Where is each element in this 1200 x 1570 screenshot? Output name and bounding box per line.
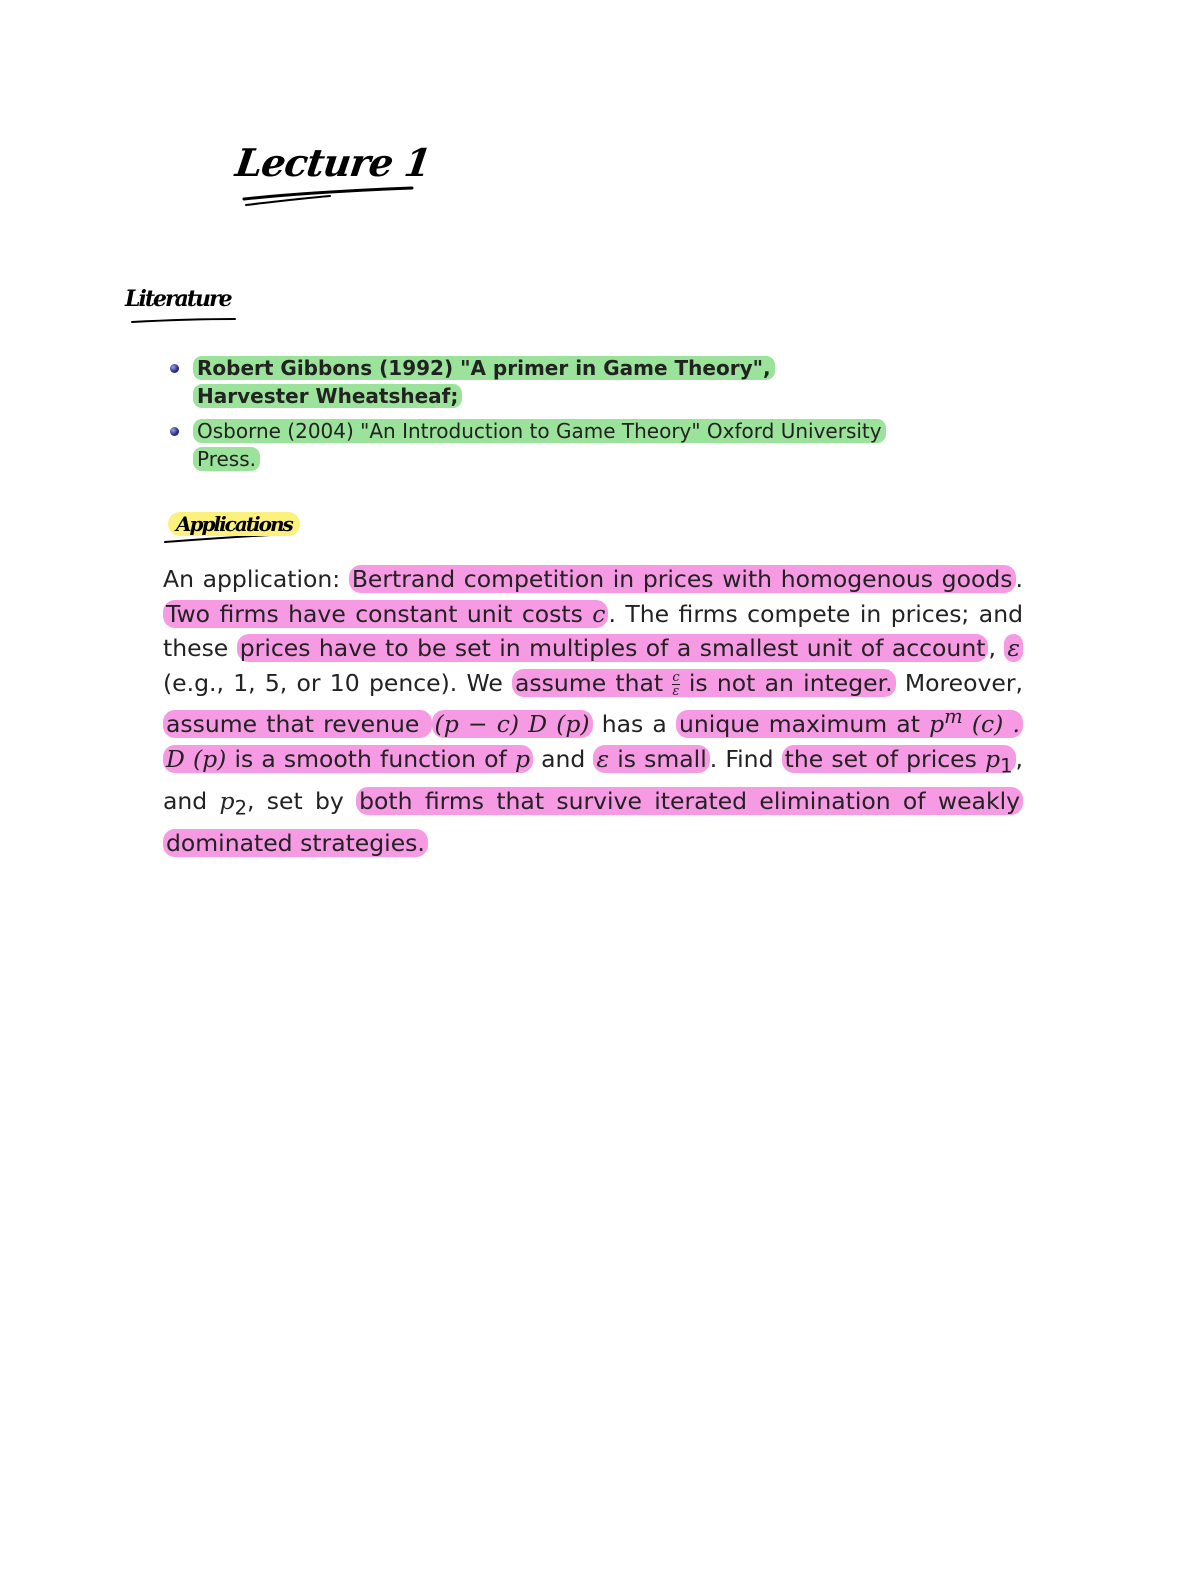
text-segment: , set by bbox=[247, 787, 357, 816]
text-segment: is a smooth function of bbox=[226, 744, 515, 773]
text-segment: is not an integer. bbox=[679, 668, 893, 697]
text-segment: . bbox=[1015, 565, 1023, 593]
math-superscript: m bbox=[944, 705, 963, 729]
math-var: ε bbox=[596, 744, 610, 773]
text-segment: . Find bbox=[709, 744, 782, 773]
text-segment: Moreover, bbox=[895, 668, 1023, 697]
highlighted-text: both firms that survive iterated elimination of weakly dominated strategies. bbox=[163, 787, 1023, 857]
math-var: c bbox=[592, 599, 606, 628]
math-var: p bbox=[514, 744, 530, 773]
bullet-icon bbox=[170, 427, 179, 436]
fraction-numerator: c bbox=[672, 669, 680, 685]
math-var: p bbox=[219, 787, 235, 816]
math-var: p bbox=[929, 710, 945, 739]
literature-underline bbox=[132, 319, 235, 322]
text-segment: the set of prices bbox=[784, 744, 986, 773]
math-subscript: 2 bbox=[234, 796, 248, 820]
text-segment: assume that bbox=[515, 668, 673, 697]
reference-item bbox=[168, 354, 888, 410]
highlighted-text bbox=[782, 744, 1016, 778]
highlighted-text: Bertrand competition in prices with homogenous goods bbox=[349, 565, 1016, 593]
highlighted-text: prices have to be set in multiples of a smallest unit of account bbox=[237, 634, 989, 662]
math-var: p bbox=[985, 744, 1001, 773]
text-segment: An application: bbox=[163, 565, 349, 593]
text-segment: is small bbox=[609, 744, 707, 773]
math-expression: D (p) bbox=[166, 744, 227, 773]
highlighted-text: assume that revenue bbox=[163, 710, 432, 738]
math-var: ε bbox=[1004, 634, 1023, 662]
highlighted-text bbox=[163, 745, 533, 773]
lecture-title: Lecture 1 bbox=[232, 140, 434, 185]
highlighted-text bbox=[512, 669, 896, 697]
text-segment: . The firms compete in prices; and these bbox=[163, 599, 1024, 663]
literature-heading: Literature bbox=[125, 286, 231, 312]
fraction bbox=[672, 671, 679, 698]
math-subscript: 1 bbox=[1000, 754, 1013, 778]
reference-text: Robert Gibbons (1992) "A primer in Game Theory", Harvester Wheatsheaf; bbox=[193, 356, 775, 408]
highlighted-text bbox=[163, 600, 608, 628]
highlighted-text bbox=[593, 745, 709, 773]
text-segment: , bbox=[988, 634, 1005, 663]
reference-list bbox=[168, 354, 888, 480]
reference-text: Osborne (2004) "An Introduction to Game Theory" Oxford University Press. bbox=[193, 419, 886, 471]
text-segment: and bbox=[533, 744, 594, 773]
text-segment: has a bbox=[592, 710, 676, 739]
title-underline bbox=[244, 188, 412, 199]
applications-heading bbox=[168, 512, 300, 536]
applications-heading-text: Applications bbox=[168, 512, 300, 536]
text-segment: (e.g., 1, 5, or 10 pence). We bbox=[163, 668, 513, 697]
text-segment: , and bbox=[163, 744, 1024, 816]
text-segment: Two firms have constant unit costs bbox=[166, 599, 593, 628]
reference-item bbox=[168, 417, 888, 473]
text-segment: unique maximum at bbox=[679, 710, 930, 739]
bullet-icon bbox=[170, 364, 179, 373]
highlighted-text bbox=[676, 705, 1023, 739]
math-expression: (c) . bbox=[962, 710, 1020, 739]
fraction-denominator: ε bbox=[672, 683, 680, 699]
problem-paragraph bbox=[163, 562, 1023, 861]
math-expression: (p − c) D (p) bbox=[432, 710, 593, 738]
